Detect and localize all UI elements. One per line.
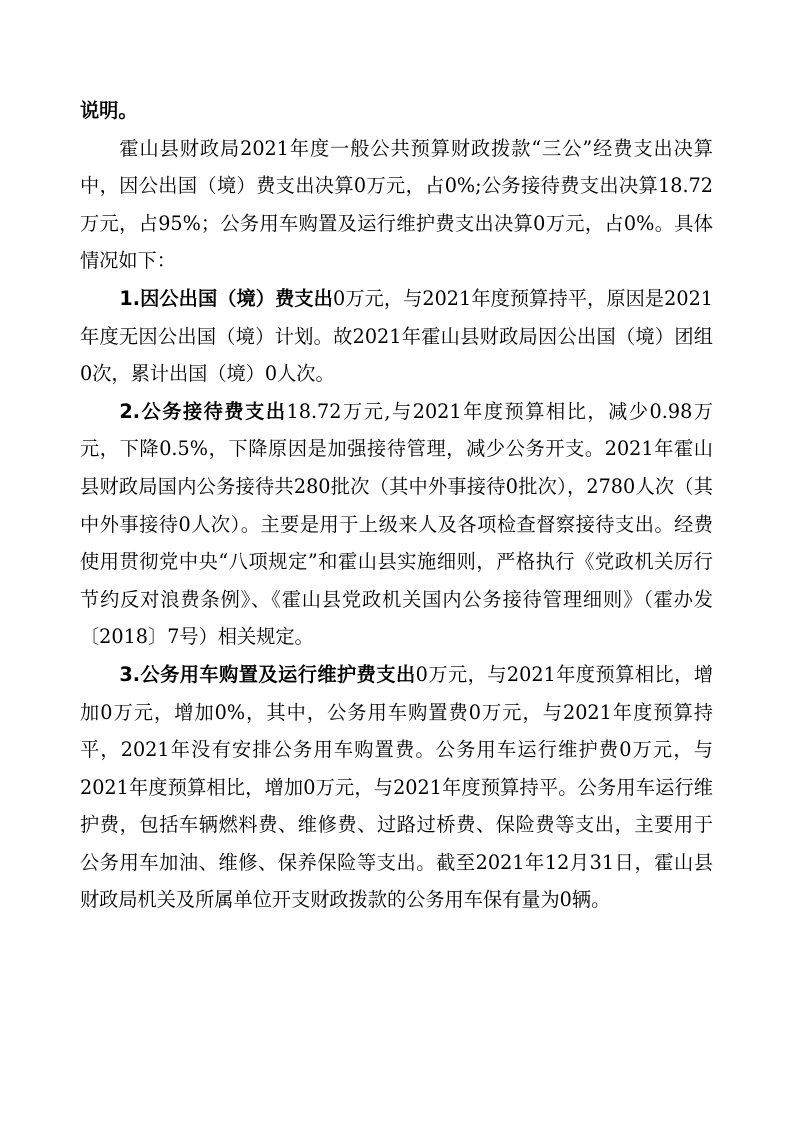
paragraph-text: 0万元，与2021年度预算相比，增加0万元，增加0%，其中，公务用车购置费0万元，与2021年度预算持平，2021年没有安排公务用车购置费。公务用车运行维护费0万元，与2021年度预算相比，增加0万元，与2021年度预算持平。公务用车运行维护费，包括车辆燃料费、维修费、过路过桥费、保险费等支出，主要用于公务用车加油、维修、保养保险等支出。截至2021年12月31日，霍山县财政局机关及所属单位开支财政拨款的公务用车保有量为0辆。 <box>80 662 714 912</box>
paragraph-text: 0万元，与2021年度预算持平，原因是2021年度无因公出国（境）计划。故2021年霍山县财政局因公出国（境）团组0次，累计出国（境）0人次。 <box>80 286 714 386</box>
paragraph-text: 霍山县财政局2021年度一般公共预算财政拨款“三公”经费支出决算中，因公出国（境）费支出决算0万元，占0%;公务接待费支出决算18.72万元，占95%；公务用车购置及运行维护费支出决算0万元，占0%。具体情况如下： <box>80 136 713 273</box>
paragraph-lead: 3.公务用车购置及运行维护费支出 <box>119 662 416 686</box>
section-heading: 说明。 <box>80 99 138 122</box>
paragraph-reception <box>80 393 713 656</box>
paragraph-lead: 2.公务接待费支出 <box>119 399 287 423</box>
paragraph-vehicles <box>80 656 713 919</box>
paragraph-summary <box>80 130 713 280</box>
paragraph-lead: 1.因公出国（境）费支出 <box>119 286 333 310</box>
paragraph-text: 18.72万元,与2021年度预算相比，减少0.98万元，下降0.5%，下降原因是加强接待管理，减少公务开支。2021年霍山县财政局国内公务接待共280批次（其中外事接待0批次），2780人次（其中外事接待0人次）。主要是用于上级来人及各项检查督察接待支出。经费使用贯彻党中央“八项规定”和霍山县实施细则，严格执行《党政机关厉行节约反对浪费条例》、《霍山县党政机关国内公务接待管理细则》（霍办发〔2018〕7号）相关规定。 <box>80 399 713 649</box>
paragraph-overseas-travel <box>80 280 713 393</box>
